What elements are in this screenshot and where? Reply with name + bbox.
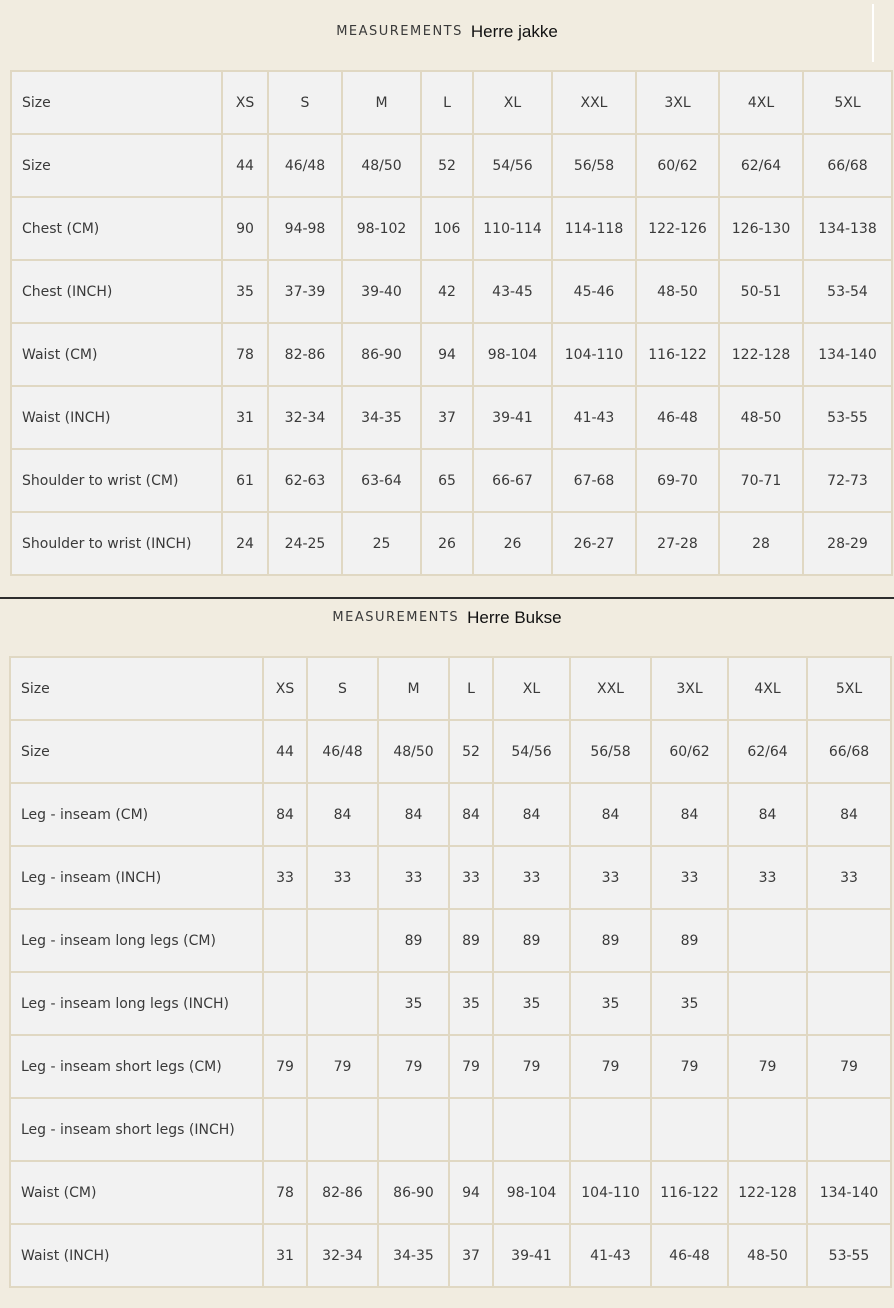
table-cell — [728, 1098, 807, 1161]
row-label: Size — [11, 71, 222, 134]
table-row — [11, 323, 892, 386]
table-cell: 25 — [342, 512, 421, 575]
table-cell: 62/64 — [728, 720, 807, 783]
table-cell: 33 — [728, 846, 807, 909]
table-cell: 104-110 — [552, 323, 636, 386]
jacket-title-label: MEASUREMENTS — [336, 24, 463, 39]
table-cell: 86-90 — [342, 323, 421, 386]
table-cell: 62-63 — [268, 449, 342, 512]
table-cell: 26 — [473, 512, 552, 575]
table-cell: 82-86 — [268, 323, 342, 386]
trousers-size-table — [9, 656, 892, 1288]
table-cell: 35 — [570, 972, 651, 1035]
table-cell: 70-71 — [719, 449, 803, 512]
table-row — [10, 972, 891, 1035]
table-cell: 122-128 — [728, 1161, 807, 1224]
table-cell: 65 — [421, 449, 473, 512]
table-cell: 86-90 — [378, 1161, 449, 1224]
table-cell: 52 — [449, 720, 493, 783]
table-cell: 44 — [263, 720, 307, 783]
jacket-size-table — [10, 70, 893, 576]
table-cell: 94 — [449, 1161, 493, 1224]
table-cell: 31 — [222, 386, 268, 449]
jacket-title-name: Herre jakke — [470, 21, 558, 41]
table-cell: 90 — [222, 197, 268, 260]
table-row — [10, 1161, 891, 1224]
table-cell: 84 — [651, 783, 728, 846]
table-cell — [449, 1098, 493, 1161]
table-cell: 4XL — [719, 71, 803, 134]
table-cell: 56/58 — [570, 720, 651, 783]
table-cell — [807, 972, 891, 1035]
table-cell: 35 — [222, 260, 268, 323]
table-cell: S — [307, 657, 378, 720]
table-cell: 4XL — [728, 657, 807, 720]
table-cell: 48/50 — [342, 134, 421, 197]
table-row — [11, 197, 892, 260]
table-cell: L — [449, 657, 493, 720]
table-cell: 79 — [263, 1035, 307, 1098]
table-cell — [807, 909, 891, 972]
row-label: Leg - inseam short legs (CM) — [10, 1035, 263, 1098]
table-cell: M — [378, 657, 449, 720]
row-label: Shoulder to wrist (INCH) — [11, 512, 222, 575]
table-cell: 48/50 — [378, 720, 449, 783]
table-cell: 79 — [807, 1035, 891, 1098]
row-label: Leg - inseam long legs (CM) — [10, 909, 263, 972]
table-cell: 104-110 — [570, 1161, 651, 1224]
table-cell: 116-122 — [636, 323, 719, 386]
table-cell: 45-46 — [552, 260, 636, 323]
table-cell: 39-41 — [473, 386, 552, 449]
row-label: Leg - inseam long legs (INCH) — [10, 972, 263, 1035]
table-cell: 84 — [307, 783, 378, 846]
table-cell: 84 — [493, 783, 570, 846]
table-cell: 89 — [378, 909, 449, 972]
table-cell — [728, 972, 807, 1035]
table-cell — [263, 909, 307, 972]
table-cell: 44 — [222, 134, 268, 197]
table-cell: 26-27 — [552, 512, 636, 575]
table-cell: 33 — [493, 846, 570, 909]
table-cell: 61 — [222, 449, 268, 512]
table-cell: 116-122 — [651, 1161, 728, 1224]
table-cell: 134-140 — [803, 323, 892, 386]
table-cell: 94 — [421, 323, 473, 386]
table-cell: 62/64 — [719, 134, 803, 197]
row-label: Chest (CM) — [11, 197, 222, 260]
table-cell: 84 — [728, 783, 807, 846]
table-cell: 26 — [421, 512, 473, 575]
table-cell: 53-54 — [803, 260, 892, 323]
table-cell: 84 — [378, 783, 449, 846]
table-row — [10, 909, 891, 972]
table-cell: 114-118 — [552, 197, 636, 260]
table-cell: 84 — [449, 783, 493, 846]
trousers-title-name: Herre Bukse — [467, 607, 562, 627]
table-cell: 33 — [449, 846, 493, 909]
table-cell: 32-34 — [268, 386, 342, 449]
table-cell: 5XL — [803, 71, 892, 134]
table-cell: 66-67 — [473, 449, 552, 512]
table-cell: 134-140 — [807, 1161, 891, 1224]
table-cell — [728, 909, 807, 972]
table-cell: 60/62 — [651, 720, 728, 783]
table-cell: L — [421, 71, 473, 134]
table-cell: 84 — [570, 783, 651, 846]
table-cell: 50-51 — [719, 260, 803, 323]
table-cell: XL — [473, 71, 552, 134]
row-label: Size — [11, 134, 222, 197]
table-cell: 32-34 — [307, 1224, 378, 1287]
row-label: Size — [10, 657, 263, 720]
table-cell — [307, 1098, 378, 1161]
table-cell — [307, 972, 378, 1035]
table-cell: 24-25 — [268, 512, 342, 575]
table-cell: 66/68 — [803, 134, 892, 197]
table-cell: 28-29 — [803, 512, 892, 575]
table-cell: 33 — [378, 846, 449, 909]
table-cell — [807, 1098, 891, 1161]
table-cell: XS — [263, 657, 307, 720]
table-row — [10, 783, 891, 846]
table-cell: XXL — [570, 657, 651, 720]
table-cell: XS — [222, 71, 268, 134]
table-cell: 78 — [263, 1161, 307, 1224]
table-cell: 35 — [493, 972, 570, 1035]
row-label: Waist (CM) — [11, 323, 222, 386]
table-cell: 126-130 — [719, 197, 803, 260]
table-cell: S — [268, 71, 342, 134]
table-cell: 24 — [222, 512, 268, 575]
table-row — [10, 1035, 891, 1098]
table-cell: 78 — [222, 323, 268, 386]
table-cell: 122-126 — [636, 197, 719, 260]
table-cell — [263, 1098, 307, 1161]
table-cell: 46/48 — [307, 720, 378, 783]
table-row — [10, 1098, 891, 1161]
table-cell: 33 — [263, 846, 307, 909]
table-cell: 89 — [570, 909, 651, 972]
table-cell: 35 — [378, 972, 449, 1035]
table-row — [10, 720, 891, 783]
table-cell — [651, 1098, 728, 1161]
table-cell: 35 — [651, 972, 728, 1035]
row-label: Leg - inseam (CM) — [10, 783, 263, 846]
table-cell: 56/58 — [552, 134, 636, 197]
table-cell — [263, 972, 307, 1035]
table-cell: 79 — [728, 1035, 807, 1098]
table-cell: 33 — [307, 846, 378, 909]
table-cell: 79 — [307, 1035, 378, 1098]
table-cell: 52 — [421, 134, 473, 197]
table-cell: 46-48 — [636, 386, 719, 449]
table-cell: 72-73 — [803, 449, 892, 512]
table-cell: 84 — [263, 783, 307, 846]
row-label: Size — [10, 720, 263, 783]
table-row — [11, 260, 892, 323]
table-cell: 35 — [449, 972, 493, 1035]
row-label: Leg - inseam short legs (INCH) — [10, 1098, 263, 1161]
table-cell: 37 — [449, 1224, 493, 1287]
table-cell: 122-128 — [719, 323, 803, 386]
table-cell: 48-50 — [728, 1224, 807, 1287]
table-cell: 79 — [570, 1035, 651, 1098]
table-cell: 37-39 — [268, 260, 342, 323]
trousers-title-label: MEASUREMENTS — [332, 610, 460, 625]
table-cell: 94-98 — [268, 197, 342, 260]
table-cell: 66/68 — [807, 720, 891, 783]
table-cell — [378, 1098, 449, 1161]
row-label: Chest (INCH) — [11, 260, 222, 323]
table-cell: 60/62 — [636, 134, 719, 197]
table-cell: 41-43 — [552, 386, 636, 449]
header-row — [10, 657, 891, 720]
table-cell: 3XL — [651, 657, 728, 720]
table-cell: 3XL — [636, 71, 719, 134]
table-cell: 79 — [651, 1035, 728, 1098]
table-cell: 98-104 — [493, 1161, 570, 1224]
table-cell: 63-64 — [342, 449, 421, 512]
table-cell: 33 — [807, 846, 891, 909]
table-cell: 54/56 — [493, 720, 570, 783]
table-cell: 34-35 — [378, 1224, 449, 1287]
table-cell: 89 — [449, 909, 493, 972]
table-cell: 46/48 — [268, 134, 342, 197]
row-label: Shoulder to wrist (CM) — [11, 449, 222, 512]
table-cell: 28 — [719, 512, 803, 575]
table-cell: 98-102 — [342, 197, 421, 260]
table-cell: 67-68 — [552, 449, 636, 512]
table-cell: XL — [493, 657, 570, 720]
table-cell: 54/56 — [473, 134, 552, 197]
table-cell: 69-70 — [636, 449, 719, 512]
table-cell: 31 — [263, 1224, 307, 1287]
table-cell: 53-55 — [803, 386, 892, 449]
table-cell — [493, 1098, 570, 1161]
jacket-title — [0, 21, 894, 42]
table-cell: 110-114 — [473, 197, 552, 260]
table-cell: 89 — [493, 909, 570, 972]
table-cell: 39-40 — [342, 260, 421, 323]
table-cell: 98-104 — [473, 323, 552, 386]
table-cell: 48-50 — [636, 260, 719, 323]
table-cell: 27-28 — [636, 512, 719, 575]
table-cell: 39-41 — [493, 1224, 570, 1287]
table-cell: 33 — [651, 846, 728, 909]
table-cell: 41-43 — [570, 1224, 651, 1287]
table-row — [10, 846, 891, 909]
table-cell: 79 — [493, 1035, 570, 1098]
table-cell: 46-48 — [651, 1224, 728, 1287]
table-cell: 34-35 — [342, 386, 421, 449]
row-label: Waist (INCH) — [11, 386, 222, 449]
table-cell: 37 — [421, 386, 473, 449]
table-row — [11, 512, 892, 575]
table-cell: 43-45 — [473, 260, 552, 323]
table-cell — [570, 1098, 651, 1161]
table-cell: 84 — [807, 783, 891, 846]
table-row — [11, 386, 892, 449]
table-row — [10, 1224, 891, 1287]
table-cell: M — [342, 71, 421, 134]
table-cell: 82-86 — [307, 1161, 378, 1224]
table-cell: 89 — [651, 909, 728, 972]
table-cell: 106 — [421, 197, 473, 260]
table-cell: 134-138 — [803, 197, 892, 260]
table-row — [11, 449, 892, 512]
table-cell: 42 — [421, 260, 473, 323]
table-cell: 5XL — [807, 657, 891, 720]
table-cell: 79 — [449, 1035, 493, 1098]
table-cell: 53-55 — [807, 1224, 891, 1287]
table-cell: 48-50 — [719, 386, 803, 449]
header-row — [11, 71, 892, 134]
table-cell: XXL — [552, 71, 636, 134]
trousers-title — [0, 607, 894, 628]
row-label: Waist (INCH) — [10, 1224, 263, 1287]
table-cell: 79 — [378, 1035, 449, 1098]
table-cell — [307, 909, 378, 972]
row-label: Leg - inseam (INCH) — [10, 846, 263, 909]
table-cell: 33 — [570, 846, 651, 909]
table-row — [11, 134, 892, 197]
row-label: Waist (CM) — [10, 1161, 263, 1224]
